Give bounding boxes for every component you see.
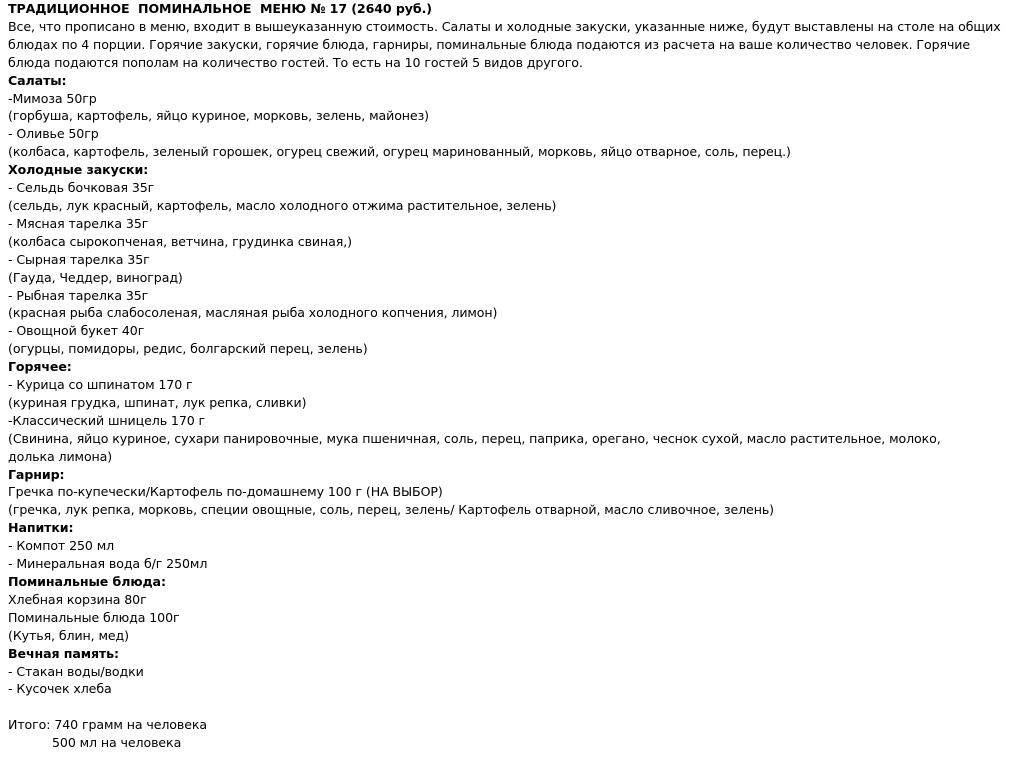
menu-item: - Рыбная тарелка 35г <box>8 287 149 303</box>
section-heading-hot: Горячее: <box>8 359 72 375</box>
menu-item: - Стакан воды/водки <box>8 663 144 679</box>
menu-document <box>8 0 1016 752</box>
menu-item: -Классический шницель 170 г <box>8 412 206 428</box>
menu-item: - Сырная тарелка 35г <box>8 251 150 267</box>
section-heading-memorial-dishes: Поминальные блюда: <box>8 574 166 589</box>
section-heading-garnish: Гарнир: <box>8 466 65 482</box>
total-weight: Итого: 740 грамм на человека <box>8 717 207 733</box>
menu-item: - Сельдь бочковая 35г <box>8 180 155 196</box>
menu-item-description: (Гауда, Чеддер, виноград) <box>8 269 183 285</box>
spacer <box>8 698 1016 716</box>
menu-item-description: (сельдь, лук красный, картофель, масло холодного отжима растительное, зелень) <box>8 197 557 213</box>
total-volume: 500 мл на человека <box>52 735 182 751</box>
menu-item: - Оливье 50гр <box>8 126 99 142</box>
menu-item-description: (горбуша, картофель, яйцо куриное, морковь, зелень, майонез) <box>8 108 429 124</box>
menu-item-description: (Свинина, яйцо куриное, сухари панировочные, мука пшеничная, соль, перец, паприка, орегано, чеснок сухой, масло растительное, молоко, долька лимона) <box>8 430 941 464</box>
menu-item-description: (гречка, лук репка, морковь, специи овощные, соль, перец, зелень/ Картофель отварной, масло сливочное, зелень) <box>8 502 774 518</box>
section-heading-salads: Салаты: <box>8 72 67 88</box>
menu-item-description: (красная рыба слабосоленая, масляная рыба холодного копчения, лимон) <box>8 305 498 321</box>
menu-item: - Курица со шпинатом 170 г <box>8 377 193 393</box>
menu-item: - Кусочек хлеба <box>8 681 112 697</box>
menu-item-description: (Кутья, блин, мед) <box>8 627 129 643</box>
menu-item: Поминальные блюда 100г <box>8 609 180 625</box>
menu-item-description: (колбаса, картофель, зеленый горошек, огурец свежий, огурец маринованный, морковь, яйцо отварное, соль, перец.) <box>8 144 791 160</box>
section-heading-cold-appetizers: Холодные закуски: <box>8 162 149 178</box>
menu-item: -Мимоза 50гр <box>8 90 97 106</box>
menu-item: - Овощной букет 40г <box>8 323 145 339</box>
menu-item-description: (колбаса сырокопченая, ветчина, грудинка свиная,) <box>8 233 352 249</box>
menu-item: Хлебная корзина 80г <box>8 591 147 607</box>
intro-paragraph: Все, что прописано в меню, входит в вышеуказанную стоимость. Салаты и холодные закуски, указанные ниже, будут выставлены на столе на общих блюдах по 4 порции. Горячие закуски, горячие блюда, гарниры, поминальные блюда подаются из расчета на ваше количество человек. Горячие блюда подаются пополам на количество гостей. То есть на 10 гостей 5 видов другого. <box>8 18 1001 70</box>
menu-item-description: (куриная грудка, шпинат, лук репка, сливки) <box>8 394 307 410</box>
menu-title: ТРАДИЦИОННОЕ ПОМИНАЛЬНОЕ МЕНЮ № 17 (2640 руб.) <box>8 1 432 16</box>
menu-item: Гречка по-купечески/Картофель по-домашнему 100 г (НА ВЫБОР) <box>8 484 443 500</box>
section-heading-eternal-memory: Вечная память: <box>8 645 119 661</box>
menu-item: - Минеральная вода б/г 250мл <box>8 556 208 572</box>
menu-item: - Компот 250 мл <box>8 538 115 554</box>
menu-item: - Мясная тарелка 35г <box>8 215 149 231</box>
menu-item-description: (огурцы, помидоры, редис, болгарский перец, зелень) <box>8 341 368 357</box>
section-heading-drinks: Напитки: <box>8 520 74 536</box>
